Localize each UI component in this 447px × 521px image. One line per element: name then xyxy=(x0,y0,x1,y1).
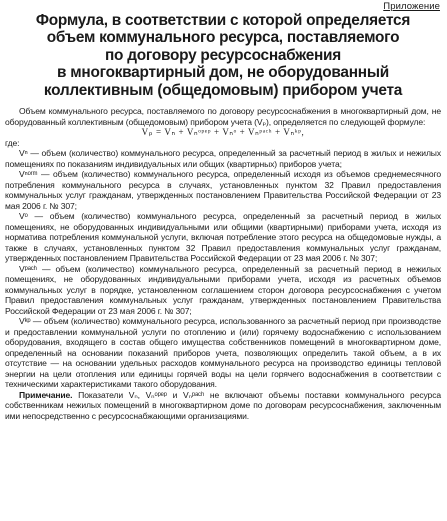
title-line-1: Формула, в соответствии с которой определяется xyxy=(35,12,411,29)
appendix-label: Приложение xyxy=(383,1,440,12)
note-text: Показатели Vₙ, Vₙᵒᵖᵉᵖ и Vₙᵖᵃᶜʰ не включают объемы поставки коммунального ресурса собственникам нежилых помещений в многоквартирном доме по договорам ресурсоснабжения, заключенным ими непосредственно с ресурсоснабжающими организациями. xyxy=(5,389,441,421)
definition-vkr: Vᵏᵖ — объем (количество) коммунального ресурса, использованного за расчетный период при производстве и предоставлении коммунальной услуги по отоплению и (или) горячему водоснабжению с использованием оборудования, входящего в состав общего имущества собственников помещений в многоквартирном доме, определенный на основании показаний приборов учета, позволяющих определить такой объем, а в их отсутствие — на основании удельных расходов коммунального ресурса на производство единицы тепловой энергии на цели отопления или единицы горячей воды на цели горячего водоснабжения в соответствии с техническими характеристиками такого оборудования. xyxy=(5,316,441,390)
note-label: Примечание. xyxy=(19,389,73,400)
document-title xyxy=(5,0,441,99)
title-line-2: объем коммунального ресурса, поставляемого xyxy=(46,29,400,47)
definition-vnorm: Vⁿᵒʳᵐ — объем (количество) коммунального ресурса, определенный исходя из объемов среднемесячного потребления коммунального ресурса в случаях, установленных пунктом 32 Правил предоставления коммунальных услуг гражданам, утвержденных постановлением Правительства Российской Федерации от 23 мая 2006 г. № 307; xyxy=(5,169,441,211)
title-line-3: по договору ресурсоснабжения xyxy=(104,46,341,64)
title-line-4: в многоквартирный дом, не оборудованный xyxy=(57,64,389,82)
definition-vrasch: Vᵖᵃᶜʰ — объем (количество) коммунального ресурса, определенный за расчетный период в нежилых помещениях, не оборудованных индивидуальными приборами учета, исходя из расчетных объемов коммунальных услуг в порядке, установленном соглашением сторон договора ресурсоснабжения с учетом Правил предоставления коммунальных услуг гражданам, утвержденных постановлением Правительства Российской Федерации от 23 мая 2006 г. № 307; xyxy=(5,263,441,316)
formula: Vₚ = Vₙ + Vₙᵒᵖᵉᵖ + Vₙᵒ + Vₙᵖᵃᶜʰ + Vₙᵏᵖ, xyxy=(141,127,305,138)
document-body xyxy=(5,106,441,421)
definition-vo: Vᵒ — объем (количество) коммунального ресурса, определенный за расчетный период в жилых помещениях, не оборудованных индивидуальными или общими (квартирными) приборами учета, исходя из норматива потребления коммунальной услуги, включая потребление этого ресурса на общедомовые нужды, а также в случаях, установленных пунктом 32 Правил предоставления коммунальных услуг гражданам, утвержденных постановлением Правительства Российской Федерации от 23 мая 2006 г. № 307; xyxy=(5,211,441,264)
note-paragraph xyxy=(5,390,441,422)
where-label: где: xyxy=(5,137,20,148)
intro-paragraph: Объем коммунального ресурса, поставляемого по договору ресурсоснабжения в многоквартирный дом, не оборудованный коллективным (общедомовым) прибором учета (Vₚ), определяется по следующей формуле: xyxy=(5,106,441,127)
definition-vn: Vⁿ — объем (количество) коммунального ресурса, определенный за расчетный период в жилых и нежилых помещениях по показаниям индивидуальных или общих (квартирных) приборов учета; xyxy=(5,148,441,169)
title-line-5: коллективным (общедомовым) прибором учета xyxy=(43,81,403,99)
